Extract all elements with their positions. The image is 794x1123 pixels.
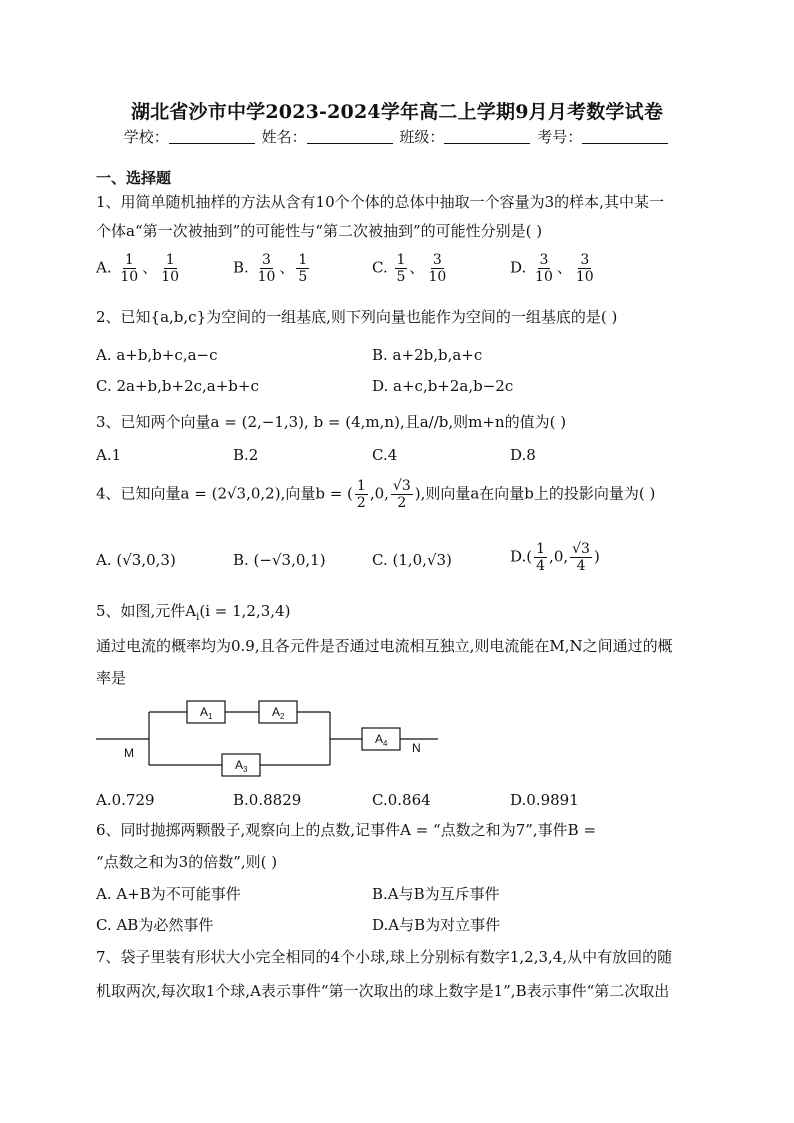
q4-option-c[interactable]: C. (1,0,√3) xyxy=(372,551,452,569)
school-blank[interactable] xyxy=(169,129,255,144)
q1-option-c[interactable]: C. $\frac{1}{5}$ 、 $\frac{3}{10}$ xyxy=(372,252,447,285)
q4-option-b[interactable]: B. (−√3,0,1) xyxy=(233,551,326,569)
q7-stem-line1: 7、袋子里装有形状大小完全相同的4个小球,球上分别标有数字1,2,3,4,从中有放回的随 xyxy=(96,948,673,966)
q5-stem-line1: 5、如图,元件$A_i(i = 1,2,3,4)$ xyxy=(96,602,291,623)
fraction: $\frac{√3}{4}$ xyxy=(572,541,590,574)
student-info-row xyxy=(0,126,794,147)
fraction: $\frac{1}{10}$ xyxy=(120,252,139,285)
q5-option-c[interactable]: C.0.864 xyxy=(372,791,431,809)
name-label: 姓名： xyxy=(261,128,307,146)
q3-stem: 3、已知两个向量a = (2,−1,3), b = (4,m,n),且a//b,则m+n的值为( ) xyxy=(96,413,567,431)
fraction: $\frac{3}{10}$ xyxy=(575,252,594,285)
q6-option-b[interactable]: B.A与B为互斥事件 xyxy=(372,885,500,903)
class-blank[interactable] xyxy=(444,129,530,144)
circuit-diagram xyxy=(96,695,438,780)
q4-stem: 4、已知向量a = (2√3,0,2),向量b = ( $\frac{1}{2}$ ,0, $\frac{√3}{2}$ ),则向量a在向量b上的投影向量为( ) xyxy=(96,478,656,511)
fraction: $\frac{3}{10}$ xyxy=(535,252,553,285)
q5-stem-line2: 通过电流的概率均为0.9,且各元件是否通过电流相互独立,则电流能在M,N之间通过的概 xyxy=(96,637,673,655)
circuit-svg xyxy=(96,695,438,780)
fraction: $\frac{√3}{2}$ xyxy=(392,478,411,511)
fraction: $\frac{3}{10}$ xyxy=(428,252,447,285)
q6-stem-line2: “点数之和为3的倍数”,则( ) xyxy=(96,853,278,871)
q4-option-a[interactable]: A. (√3,0,3) xyxy=(96,551,176,569)
section-heading: 一、选择题 xyxy=(96,169,172,187)
q1-stem-line2: 个体a“第一次被抽到”的可能性与“第二次被抽到”的可能性分别是( ) xyxy=(96,222,543,240)
q1-stem-line1: 1、用简单随机抽样的方法从含有10个个体的总体中抽取一个容量为3的样本,其中某一 xyxy=(96,193,664,211)
fraction: $\frac{1}{5}$ xyxy=(396,252,406,285)
q2-option-c[interactable]: C. 2a+b,b+2c,a+b+c xyxy=(96,377,259,395)
q5-stem-line3: 率是 xyxy=(96,669,127,687)
q1-option-a[interactable]: A. $\frac{1}{10}$ 、 $\frac{1}{10}$ xyxy=(96,252,180,285)
q2-option-a[interactable]: A. a+b,b+c,a−c xyxy=(96,346,218,364)
label-a2: $A_2$ xyxy=(272,705,285,721)
q1-option-b[interactable]: B. $\frac{3}{10}$ 、 $\frac{1}{5}$ xyxy=(233,252,308,285)
number-label: 考号： xyxy=(537,128,583,146)
q2-stem: 2、已知{a,b,c}为空间的一组基底,则下列向量也能作为空间的一组基底的是( ) xyxy=(96,308,618,326)
label-a3: $A_3$ xyxy=(235,758,248,774)
label-a1: $A_1$ xyxy=(200,705,213,721)
number-blank[interactable] xyxy=(582,129,668,144)
fraction: $\frac{3}{10}$ xyxy=(257,252,276,285)
q5-option-d[interactable]: D.0.9891 xyxy=(510,791,579,809)
name-blank[interactable] xyxy=(307,129,393,144)
label-m: M xyxy=(124,746,134,760)
q4-option-d[interactable]: D.( $\frac{1}{4}$ ,0, $\frac{√3}{4}$ ) xyxy=(510,541,600,574)
page-title: 湖北省沙市中学2023-2024学年高二上学期9月月考数学试卷 xyxy=(130,101,664,123)
q3-option-b[interactable]: B.2 xyxy=(233,446,259,464)
q5-option-b[interactable]: B.0.8829 xyxy=(233,791,302,809)
q3-option-d[interactable]: D.8 xyxy=(510,446,536,464)
q3-option-c[interactable]: C.4 xyxy=(372,446,398,464)
fraction: $\frac{1}{2}$ xyxy=(356,478,366,511)
label-a4: $A_4$ xyxy=(375,732,388,748)
q5-option-a[interactable]: A.0.729 xyxy=(96,791,155,809)
class-label: 班级： xyxy=(399,128,445,146)
label-n: N xyxy=(412,741,421,755)
q6-option-d[interactable]: D.A与B为对立事件 xyxy=(372,916,501,934)
school-label: 学校： xyxy=(123,128,169,146)
q6-option-a[interactable]: A. A+B为不可能事件 xyxy=(96,885,241,903)
q1-option-d[interactable]: D. $\frac{3}{10}$ 、 $\frac{3}{10}$ xyxy=(510,252,594,285)
q2-option-b[interactable]: B. a+2b,b,a+c xyxy=(372,346,483,364)
q6-stem-line1: 6、同时抛掷两颗骰子,观察向上的点数,记事件A = “点数之和为7”,事件B = xyxy=(96,821,597,839)
q7-stem-line2: 机取两次,每次取1个球,A表示事件“第一次取出的球上数字是1”,B表示事件“第二次取出 xyxy=(96,982,670,1000)
q2-option-d[interactable]: D. a+c,b+2a,b−2c xyxy=(372,377,514,395)
fraction: $\frac{1}{10}$ xyxy=(161,252,180,285)
q3-option-a[interactable]: A.1 xyxy=(96,446,122,464)
fraction: $\frac{1}{4}$ xyxy=(536,541,546,574)
q6-option-c[interactable]: C. AB为必然事件 xyxy=(96,916,214,934)
fraction: $\frac{1}{5}$ xyxy=(298,252,308,285)
